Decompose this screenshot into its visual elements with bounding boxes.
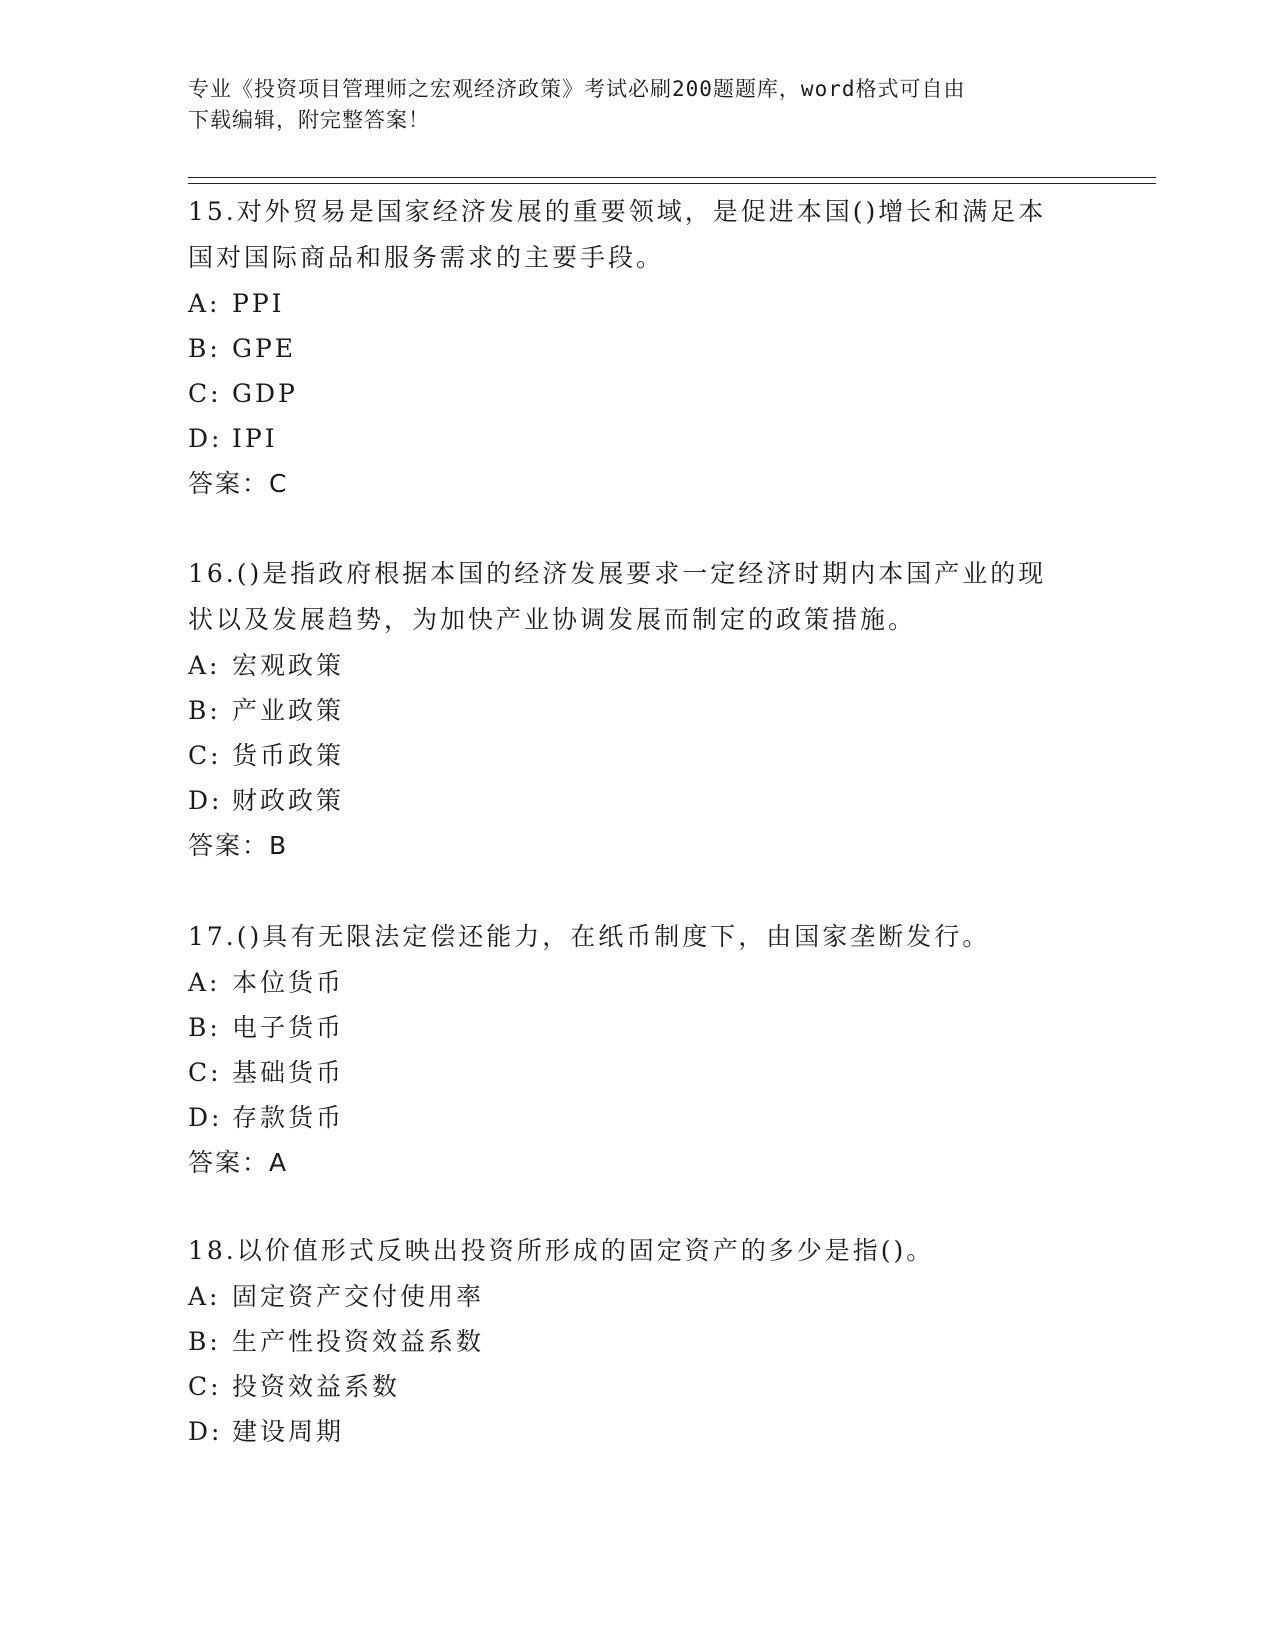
option-a <box>188 281 1088 326</box>
option-key: D: <box>188 786 223 815</box>
header-line-2: 下载编辑，附完整答案！ <box>188 108 430 132</box>
option-key: A: <box>188 968 221 997</box>
header-divider-top <box>188 177 1156 178</box>
option-key: B: <box>188 1013 221 1042</box>
option-b <box>188 1005 1088 1050</box>
option-d <box>188 1409 1088 1454</box>
answer: 答案：C <box>188 469 289 498</box>
question-stem-line-1: ()具有无限法定偿还能力，在纸币制度下，由国家垄断发行。 <box>236 922 991 951</box>
option-c <box>188 1364 1088 1409</box>
option-key: B: <box>188 696 221 725</box>
option-text: 固定资产交付使用率 <box>232 1282 485 1311</box>
option-key: C: <box>188 741 222 770</box>
option-text: 产业政策 <box>232 696 345 725</box>
option-c <box>188 733 1088 778</box>
option-text: 财政政策 <box>232 786 345 815</box>
option-d <box>188 1095 1088 1140</box>
question-15 <box>188 189 1088 507</box>
option-key: A: <box>188 289 221 318</box>
question-stem <box>188 551 1088 643</box>
question-18 <box>188 1228 1088 1454</box>
option-text: 货币政策 <box>232 741 345 770</box>
option-text: 生产性投资效益系数 <box>232 1327 485 1356</box>
option-key: A: <box>188 651 221 680</box>
question-stem <box>188 189 1088 281</box>
option-b <box>188 326 1088 371</box>
answer: 答案：B <box>188 831 289 860</box>
option-d <box>188 778 1088 823</box>
option-text: 电子货币 <box>232 1013 345 1042</box>
question-stem-line-1: ()是指政府根据本国的经济发展要求一定经济时期内本国产业的现 <box>236 559 1047 588</box>
question-stem-line-2: 状以及发展趋势，为加快产业协调发展而制定的政策措施。 <box>188 605 917 634</box>
question-number: 15. <box>188 197 237 226</box>
question-number: 17. <box>188 922 237 951</box>
question-stem-line-2: 国对国际商品和服务需求的主要手段。 <box>188 243 665 272</box>
option-text: 宏观政策 <box>232 651 345 680</box>
option-text: 基础货币 <box>232 1058 345 1087</box>
option-key: D: <box>188 1417 223 1446</box>
question-stem-line-1: 以价值形式反映出投资所形成的固定资产的多少是指()。 <box>236 1236 935 1265</box>
question-stem <box>188 1228 1088 1274</box>
option-a <box>188 643 1088 688</box>
option-text: GPE <box>232 334 297 363</box>
option-key: D: <box>188 1103 223 1132</box>
option-c <box>188 371 1088 416</box>
option-text: 存款货币 <box>232 1103 345 1132</box>
option-text: GDP <box>232 379 298 408</box>
option-text: PPI <box>232 289 285 318</box>
option-c <box>188 1050 1088 1095</box>
option-key: C: <box>188 1058 222 1087</box>
option-key: B: <box>188 334 221 363</box>
option-key: C: <box>188 379 222 408</box>
question-stem-line-1: 对外贸易是国家经济发展的重要领域，是促进本国()增长和满足本 <box>236 197 1047 226</box>
option-b <box>188 688 1088 733</box>
answer: 答案：A <box>188 1148 289 1177</box>
option-text: 建设周期 <box>232 1417 345 1446</box>
header-divider-bottom <box>188 183 1156 184</box>
header-line-1: 专业《投资项目管理师之宏观经济政策》考试必刷200题题库，word格式可自由 <box>188 77 966 101</box>
option-b <box>188 1319 1088 1364</box>
question-16 <box>188 551 1088 869</box>
question-number: 18. <box>188 1236 237 1265</box>
option-text: IPI <box>232 424 278 453</box>
question-stem <box>188 914 1088 960</box>
document-header <box>188 74 1088 136</box>
option-text: 本位货币 <box>232 968 345 997</box>
question-number: 16. <box>188 559 237 588</box>
option-a <box>188 1274 1088 1319</box>
question-17 <box>188 914 1088 1186</box>
option-key: D: <box>188 424 223 453</box>
option-key: C: <box>188 1372 222 1401</box>
option-a <box>188 960 1088 1005</box>
option-key: B: <box>188 1327 221 1356</box>
option-key: A: <box>188 1282 221 1311</box>
option-d <box>188 416 1088 461</box>
option-text: 投资效益系数 <box>232 1372 401 1401</box>
